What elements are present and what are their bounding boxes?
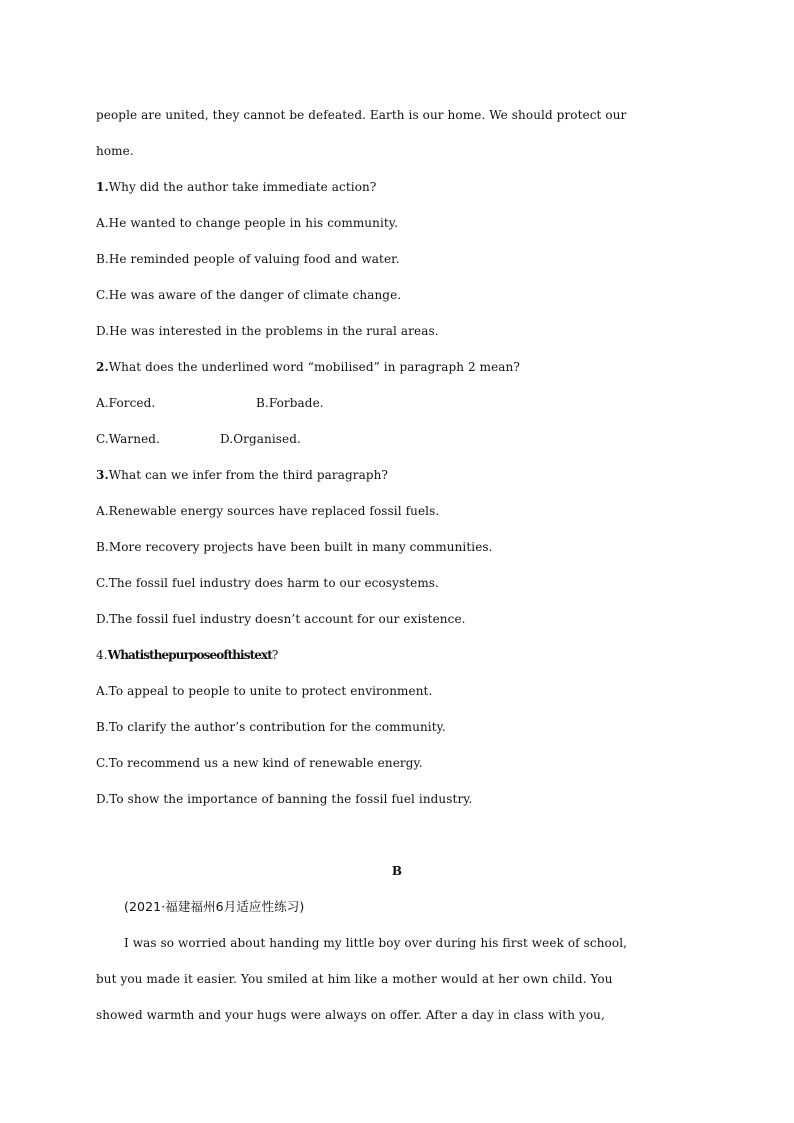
option-d: D.The fossil fuel industry doesn’t account for our existence.	[96, 612, 466, 626]
question-4	[96, 647, 278, 663]
passage-text-line: home.	[96, 144, 134, 158]
option-a: A.He wanted to change people in his community.	[96, 216, 399, 230]
question-number: 1.	[96, 180, 109, 194]
question-stem: Whatisthepurposeofthistext	[107, 648, 272, 662]
option-c: C.The fossil fuel industry does harm to our ecosystems.	[96, 576, 439, 590]
question-stem: What can we infer from the third paragraph?	[108, 468, 388, 482]
option-c: C.He was aware of the danger of climate change.	[96, 288, 402, 302]
question-number: 4.	[96, 648, 108, 662]
option-d: D.To show the importance of banning the fossil fuel industry.	[96, 792, 473, 806]
question-1	[96, 179, 376, 195]
option-b: B.Forbade.	[256, 396, 324, 410]
passage-text-line: but you made it easier. You smiled at him like a mother would at her own child. You	[96, 972, 613, 986]
question-stem: What does the underlined word “mobilised” in paragraph 2 mean?	[108, 360, 520, 374]
question-2	[96, 359, 520, 375]
option-b: B.He reminded people of valuing food and water.	[96, 252, 400, 266]
section-heading: B	[391, 864, 403, 878]
option-a: A.Renewable energy sources have replaced fossil fuels.	[96, 504, 440, 518]
option-d: D.He was interested in the problems in the rural areas.	[96, 324, 439, 338]
question-mark: ?	[271, 648, 279, 662]
option-c: C.To recommend us a new kind of renewable energy.	[96, 756, 423, 770]
option-d: D.Organised.	[220, 432, 301, 446]
passage-text-line: showed warmth and your hugs were always on offer. After a day in class with you,	[96, 1008, 605, 1022]
option-c: C.Warned.	[96, 432, 160, 446]
question-3	[96, 467, 388, 483]
option-b: B.More recovery projects have been built in many communities.	[96, 540, 493, 554]
question-number: 2.	[96, 360, 109, 374]
option-a: A.To appeal to people to unite to protect environment.	[96, 684, 433, 698]
option-a: A.Forced.	[96, 396, 156, 410]
source-note: (2021·福建福州6月适应性练习)	[124, 899, 305, 914]
question-stem: Why did the author take immediate action?	[108, 180, 377, 194]
question-number: 3.	[96, 468, 109, 482]
option-b: B.To clarify the author’s contribution for the community.	[96, 720, 446, 734]
passage-text-line: people are united, they cannot be defeated. Earth is our home. We should protect our	[96, 108, 627, 122]
passage-text-line: I was so worried about handing my little boy over during his first week of school,	[124, 936, 628, 950]
